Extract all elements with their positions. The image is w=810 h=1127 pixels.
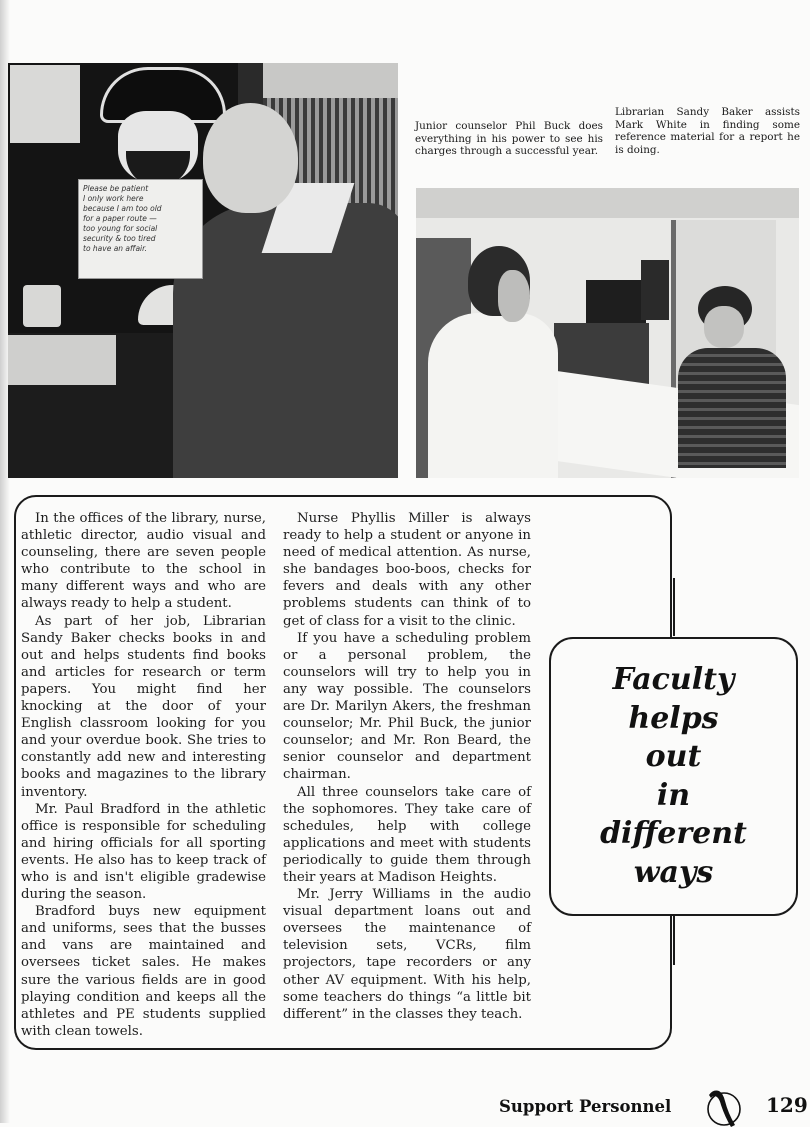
ceiling — [416, 188, 799, 218]
paragraph: If you have a scheduling problem or a personal problem, the counselors will try to help you in any way possible. The counselors are Dr. Marilyn Akers, the freshman counselor; Mr. Phil Buck, the junior counselor; and Mr. Ron Beard, the senior counselor and department chairman. — [283, 630, 531, 783]
caption-phil-buck: Junior counselor Phil Buck does everything in his power to see his charges through a successful year. — [415, 120, 603, 158]
librarian-striped-top — [678, 348, 786, 468]
headline-box — [549, 637, 798, 916]
school-logo-icon — [705, 1087, 743, 1127]
headline-line: out — [645, 739, 702, 774]
student-sweatshirt — [428, 313, 558, 478]
sign-line: because I am too old — [83, 204, 162, 213]
headline-line: ways — [633, 854, 714, 890]
binders — [586, 280, 646, 325]
photo-counselor-at-desk — [8, 63, 398, 478]
sign-line: security & too tired — [83, 234, 156, 243]
connector-line — [673, 915, 675, 965]
sign-line: Please be patient — [83, 184, 149, 193]
paragraph: Mr. Jerry Williams in the audio visual department loans out and oversees the maintenance of television sets, VCRs, film projectors, tape recorders or any other AV equipment. With his help, some teachers do things “a little bit different” in the classes they teach. — [283, 887, 531, 1022]
man-head — [203, 103, 298, 213]
paragraph: In the offices of the library, nurse, athletic director, audio visual and counseling, there are seven people who contribute to the school in many different ways and who are always ready to help a student. — [21, 511, 266, 612]
paragraph: All three counselors take care of the sophomores. They take care of schedules, help with college applications and meet with students periodically to guide them through their years at Madison Heights. — [283, 784, 531, 885]
paragraph: Mr. Paul Bradford in the athletic office is responsible for scheduling and hiring officials for all sporting events. He also has to keep track of who is and isn't eligible gradewise during the season. — [21, 801, 266, 903]
handwritten-sign — [78, 179, 203, 279]
sign-line: too young for social — [83, 224, 158, 233]
wall — [263, 63, 398, 98]
pencil-mug — [23, 285, 61, 327]
posted-paper — [10, 65, 80, 143]
paragraph: Nurse Phyllis Miller is always ready to help a student or anyone in need of medical attention. As nurse, she bandages boo-boos, checks for fevers and deals with any other problems students can think of to get of class for a visit to the clinic. — [283, 511, 531, 629]
sign-line: to have an affair. — [83, 244, 147, 253]
librarian-face — [704, 306, 744, 348]
photo-library-desk — [416, 188, 799, 478]
poster — [641, 260, 669, 320]
card-file — [8, 335, 116, 385]
paragraph: Bradford buys new equipment and uniforms, sees that the busses and vans are maintained and oversees ticket sales. He makes sure the various fields are in good playing condition and keeps all the athletes and PE students supplied with clean towels. — [21, 904, 266, 1039]
headline-line: different — [600, 816, 747, 851]
connector-line — [673, 578, 675, 636]
article-column-2 — [283, 510, 531, 1023]
page-number: 129 — [766, 1093, 808, 1117]
student-face — [498, 270, 530, 322]
sign-line: I only work here — [83, 194, 144, 203]
article-column-1 — [21, 510, 266, 1040]
sign-line: for a paper route — — [83, 214, 157, 223]
headline-line: Faculty — [612, 662, 735, 697]
paragraph: As part of her job, Librarian Sandy Baker checks books in and out and helps students find books and articles for research or term papers. You might find her knocking at the door of your English classroom looking for you and your overdue book. She tries to constantly add new and interesting books and magazines to the library inventory. — [21, 613, 266, 800]
headline-line: in — [656, 777, 691, 813]
headline-line: helps — [628, 700, 719, 736]
caption-sandy-baker: Librarian Sandy Baker assists Mark White in finding some reference material for a report he is doing. — [615, 106, 800, 156]
section-title: Support Personnel — [499, 1097, 672, 1116]
